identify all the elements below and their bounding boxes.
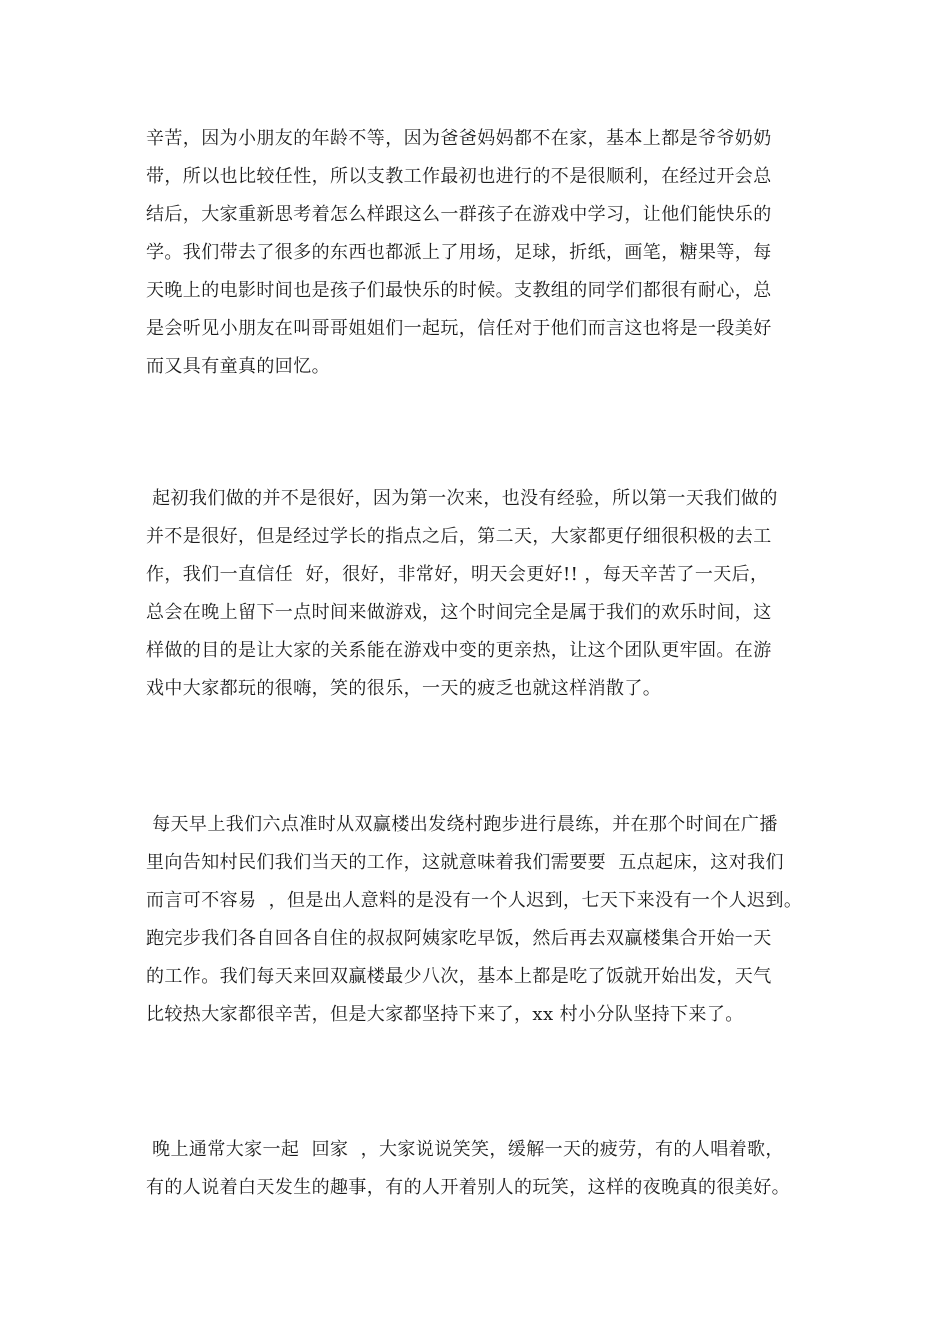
- paragraph-2: [146, 480, 826, 708]
- paragraph-3: [146, 806, 826, 1034]
- text-line: 跑完步我们各自回各自住的叔叔阿姨家吃早饭，然后再去双赢楼集合开始一天: [146, 928, 772, 949]
- text-line: 作，我们一直信任 好，很好，非常好，明天会更好!! ，每天辛苦了一天后，: [146, 564, 769, 585]
- text-line: 结后，大家重新思考着怎么样跟这么一群孩子在游戏中学习，让他们能快乐的: [146, 204, 772, 225]
- text-line: 学。我们带去了很多的东西也都派上了用场，足球，折纸，画笔，糖果等，每: [146, 242, 772, 263]
- text-line: 总会在晚上留下一点时间来做游戏，这个时间完全是属于我们的欢乐时间，这: [146, 602, 772, 623]
- text-line: 晚上通常大家一起 回家 ，大家说说笑笑，缓解一天的疲劳，有的人唱着歌，: [146, 1139, 784, 1160]
- text-line: 比较热大家都很辛苦，但是大家都坚持下来了，xx 村小分队坚持下来了。: [146, 1004, 744, 1025]
- text-line: 起初我们做的并不是很好，因为第一次来，也没有经验，所以第一天我们做的: [146, 488, 778, 509]
- text-line: 而又具有童真的回忆。: [146, 356, 330, 377]
- text-line: 每天早上我们六点准时从双赢楼出发绕村跑步进行晨练，并在那个时间在广播: [146, 814, 778, 835]
- text-line: 有的人说着白天发生的趣事，有的人开着别人的玩笑，这样的夜晚真的很美好。: [146, 1177, 790, 1198]
- text-line: 样做的目的是让大家的关系能在游戏中变的更亲热，让这个团队更牢固。在游: [146, 640, 772, 661]
- paragraph-4: [146, 1131, 826, 1207]
- text-line: 而言可不容易 ，但是出人意料的是没有一个人迟到，七天下来没有一个人迟到。: [146, 890, 803, 911]
- text-line: 是会听见小朋友在叫哥哥姐姐们一起玩，信任对于他们而言这也将是一段美好: [146, 318, 772, 339]
- text-line: 天晚上的电影时间也是孩子们最快乐的时候。支教组的同学们都很有耐心，总: [146, 280, 772, 301]
- paragraph-1: [146, 120, 826, 386]
- text-line: 带，所以也比较任性，所以支教工作最初也进行的不是很顺利，在经过开会总: [146, 166, 772, 187]
- text-line: 辛苦，因为小朋友的年龄不等，因为爸爸妈妈都不在家，基本上都是爷爷奶奶: [146, 128, 772, 149]
- text-line: 里向告知村民们我们当天的工作，这就意味着我们需要要 五点起床，这对我们: [146, 852, 784, 873]
- text-line: 的工作。我们每天来回双赢楼最少八次，基本上都是吃了饭就开始出发，天气: [146, 966, 772, 987]
- text-line: 并不是很好，但是经过学长的指点之后，第二天，大家都更仔细很积极的去工: [146, 526, 772, 547]
- text-line: 戏中大家都玩的很嗨，笑的很乐，一天的疲乏也就这样消散了。: [146, 678, 662, 699]
